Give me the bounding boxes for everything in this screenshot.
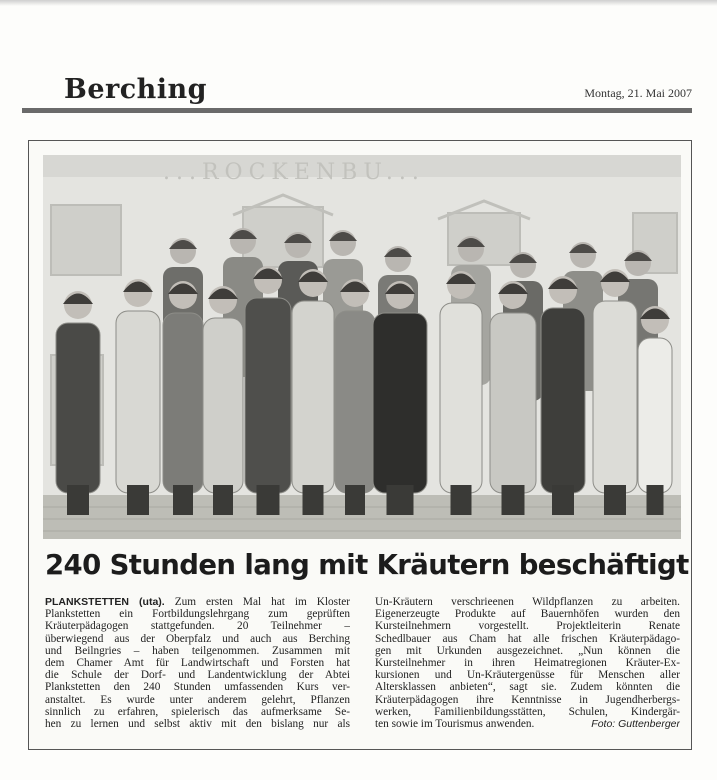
- article-line: Altersklassen anbieten“, sagt sie. Zudem könnten die: [375, 681, 680, 694]
- article-line: anstaltet. Es wurde unter anderem gelehrt, Pflanzen: [45, 693, 350, 706]
- person: [56, 291, 100, 515]
- article-line: ten sowie im Tourismus anwenden. Foto: Guttenberger: [375, 718, 680, 731]
- article-line: Kursteilnehmer in ihren Heimatregionen Kräuter-Ex-: [375, 657, 680, 670]
- article-line: Plankstetten den 240 Stunden umfassenden Kurs ver-: [45, 681, 350, 694]
- person: [163, 281, 203, 515]
- person: [292, 269, 334, 515]
- masthead-rule: [22, 108, 692, 113]
- article-clipping: [28, 140, 692, 750]
- article-line: sinnlich zu erfahren, spielerisch das aufmerksame Se-: [45, 705, 350, 718]
- article-line: PLANKSTETTEN (uta). Zum ersten Mal hat im Kloster: [45, 596, 350, 608]
- article-line: Schedlbauer aus Cham hat alle frischen Kräuterpädago-: [375, 632, 680, 645]
- section-title: Berching: [64, 74, 208, 105]
- issue-date: Montag, 21. Mai 2007: [584, 86, 692, 100]
- article-column-left: [45, 596, 350, 730]
- article-dateline: PLANKSTETTEN (uta).: [45, 596, 165, 608]
- article-line: hen zu lernen und selbst aktiv mit den bislang nur als: [45, 718, 350, 731]
- group-photo-drawing: [43, 155, 681, 539]
- building-sign: ...ROCKENBU...: [163, 160, 425, 185]
- article-line: gen mit Urkunden ausgezeichnet. „Nun können die: [375, 644, 680, 657]
- article-body: [45, 596, 681, 746]
- person: [245, 266, 291, 515]
- article-line: Kursteilnehmern vorgestellt. Projektleiterin Renate: [375, 620, 680, 633]
- person: [116, 279, 160, 515]
- person: [440, 271, 482, 515]
- window: [51, 205, 121, 275]
- masthead: [22, 72, 692, 112]
- article-line: überwiegend aus der Oberpfalz und auch aus Berching: [45, 632, 350, 645]
- window: [448, 213, 520, 265]
- article-line: Kräuterpädagogen stattgefunden. 20 Teilnehmer –: [45, 620, 350, 633]
- article-line: Un-Kräutern verschrieenen Wildpflanzen zu arbeiten.: [375, 596, 680, 608]
- group-photo: [43, 155, 681, 539]
- person: [373, 281, 427, 515]
- photo-credit: Foto: Guttenberger: [591, 718, 680, 731]
- person: [541, 276, 585, 515]
- person: [203, 286, 243, 515]
- scan-edge: [0, 0, 717, 6]
- article-line: die Schule der Dorf- und Landentwicklung der Abtei: [45, 669, 350, 682]
- person: [593, 269, 637, 515]
- article-line: werken, Familienbildungsstätten, Schulen, Kindergär-: [375, 705, 680, 718]
- article-line: kursionen und Un-Kräutergenüsse für Menschen aller: [375, 669, 680, 682]
- article-line: Eigenerzeugte Produkte auf Bauernhöfen wurden den: [375, 608, 680, 621]
- person: [490, 281, 536, 515]
- article-column-right: [375, 596, 680, 730]
- article-line: Plankstetten ein Fortbildungslehrgang zum geprüften: [45, 608, 350, 621]
- article-line: dem Chamer Amt für Landwirtschaft und Forsten hat: [45, 657, 350, 670]
- article-line: Kräuterpädagogen ihre Kenntnisse in Jugendherbergs-: [375, 693, 680, 706]
- article-headline: 240 Stunden lang mit Kräutern beschäftigt: [45, 549, 689, 581]
- person: [335, 279, 375, 515]
- article-line: und Beilngries – haben teilgenommen. Zusammen mit: [45, 644, 350, 657]
